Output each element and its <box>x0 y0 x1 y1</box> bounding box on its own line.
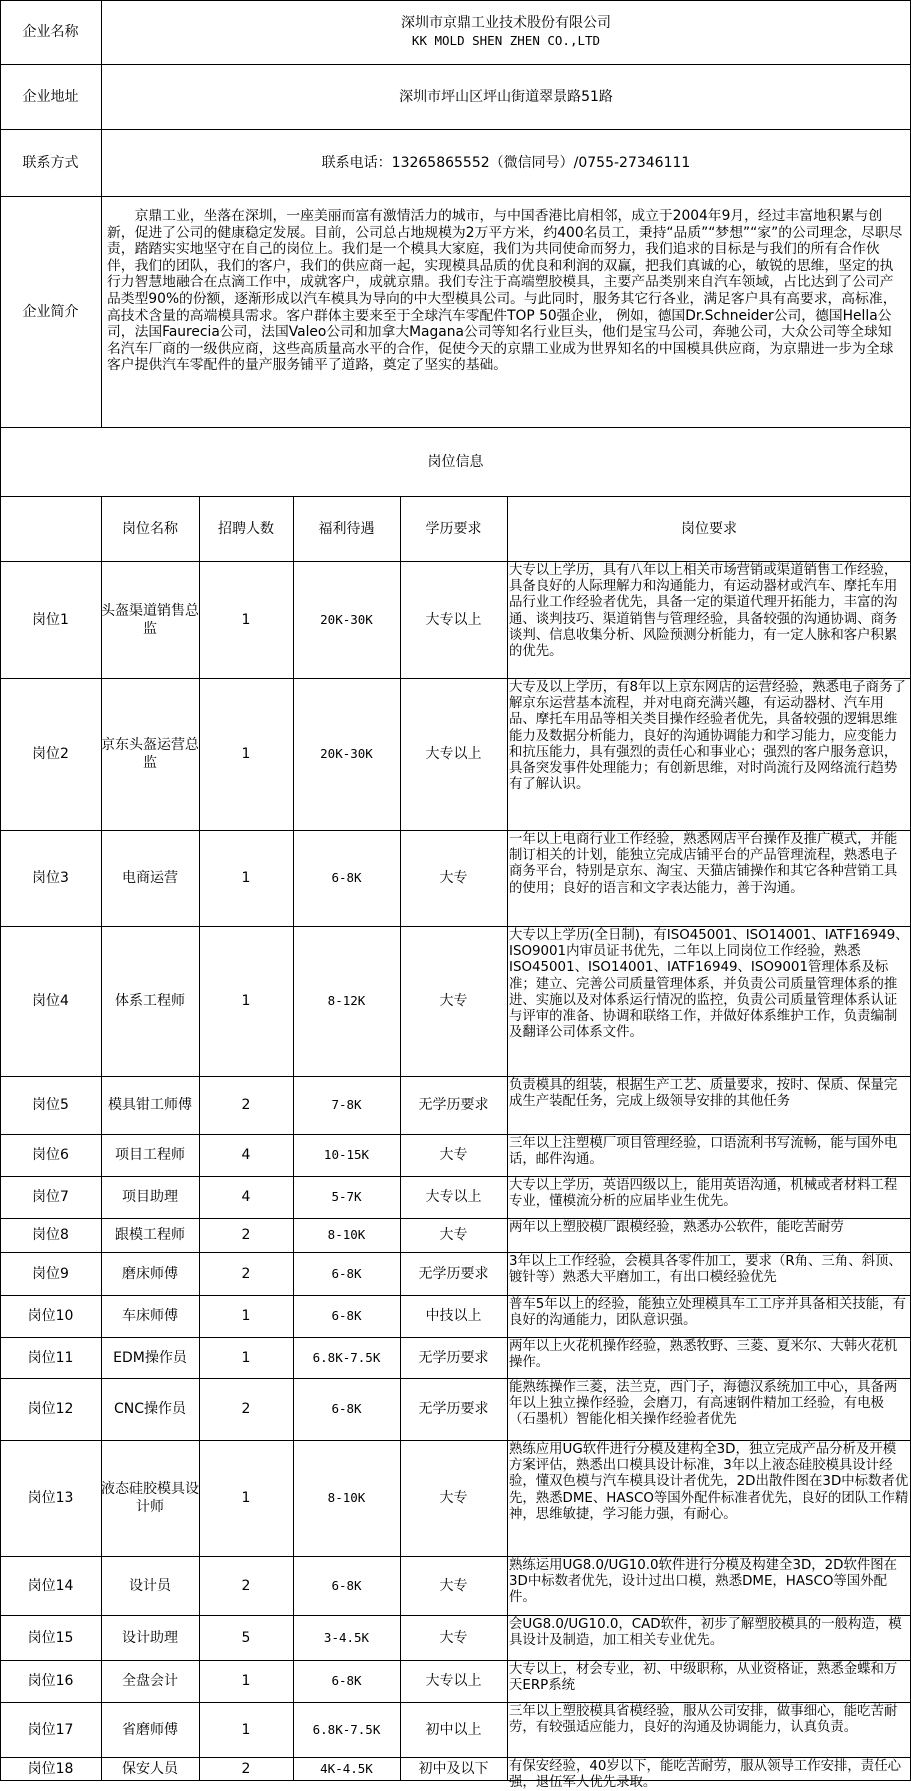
position-name: 项目助理 <box>122 1189 178 1205</box>
position-id: 岗位14 <box>27 1577 74 1594</box>
position-headcount: 5 <box>241 1629 251 1646</box>
position-education: 大专以上 <box>425 1189 482 1205</box>
position-headcount: 4 <box>241 1189 251 1205</box>
position-salary: 4K-4.5K <box>320 1761 373 1776</box>
company-name-cn: 深圳市京鼎工业技术股份有限公司 <box>401 15 611 31</box>
position-name: 车床师傅 <box>122 1308 178 1324</box>
position-name: 磨床师傅 <box>122 1265 178 1282</box>
position-education: 大专 <box>439 870 468 886</box>
position-headcount: 2 <box>241 1227 251 1243</box>
position-salary: 5-7K <box>331 1189 362 1204</box>
position-education: 大专以上 <box>425 746 482 762</box>
position-name: 模具钳工师傅 <box>108 1097 192 1113</box>
position-headcount: 1 <box>241 1349 251 1366</box>
header-requirements: 岗位要求 <box>681 520 737 537</box>
position-education: 大专 <box>439 1147 468 1163</box>
position-education: 无学历要求 <box>418 1097 489 1113</box>
position-id: 岗位3 <box>32 870 69 886</box>
position-id: 岗位2 <box>32 746 69 762</box>
position-requirements: 两年以上塑胶模厂跟模经验，熟悉办公软件，能吃苦耐劳 <box>509 1220 844 1235</box>
position-id: 岗位7 <box>32 1189 69 1205</box>
position-name: 体系工程师 <box>115 993 185 1009</box>
position-requirements: 有保安经验，40岁以下，能吃苦耐劳，服从领导工作安排，责任心强，退伍军人优先录取。 <box>509 1759 901 1791</box>
position-requirements: 两年以上火花机操作经验，熟悉牧野、三菱、夏米尔、大韩火花机操作。 <box>509 1339 898 1371</box>
position-salary: 10-15K <box>323 1147 370 1162</box>
position-id: 岗位12 <box>27 1401 74 1417</box>
position-education: 中技以上 <box>425 1308 482 1324</box>
position-salary: 6-8K <box>331 1577 362 1593</box>
position-salary: 6-8K <box>331 1401 362 1416</box>
position-education: 无学历要求 <box>418 1401 489 1417</box>
position-headcount: 2 <box>241 1401 251 1417</box>
position-headcount: 1 <box>241 1308 251 1324</box>
position-requirements: 大专以上学历(全日制)，有ISO45001、ISO14001、IATF16949、ISO9001内审员证书优先，二年以上同岗位工作经验，熟悉ISO45001、ISO14001、IATF16949、ISO9001管理体系及标准；建立、完善公司质量管理体系，并负责公司质量管理体系的推进、实施以及对体系运行情况的监控，负责公司质量管理体系认证与评审的准备、协调和联络工作，并做好体系维护工作，负责编制及翻译公司体系文件。 <box>509 928 909 1041</box>
position-headcount: 2 <box>241 1265 251 1282</box>
position-salary: 20K-30K <box>320 746 373 761</box>
company-contact-label: 联系方式 <box>22 154 79 171</box>
position-name: 设计员 <box>129 1577 171 1594</box>
position-id: 岗位5 <box>32 1097 69 1113</box>
position-requirements: 大专以上学历，具有八年以上相关市场营销或渠道销售工作经验，具备良好的人际理解力和沟通能力，有运动器材或汽车、摩托车用品行业工作经验者优先，具备一定的渠道代理开拓能力，丰富的沟通、谈判技巧、渠道销售与管理经验，具备较强的沟通协调、商务谈判、信息收集分析、风险预测分析能力，有一定人脉和客户积累的优先。 <box>509 563 898 660</box>
header-salary: 福利待遇 <box>318 520 375 537</box>
position-education: 大专以上 <box>425 611 482 628</box>
company-intro-label: 企业简介 <box>22 303 79 320</box>
position-salary: 8-10K <box>327 1490 366 1505</box>
position-salary: 6-8K <box>331 1673 362 1688</box>
position-headcount: 1 <box>241 1490 251 1506</box>
position-salary: 6.8K-7.5K <box>312 1349 381 1365</box>
position-id: 岗位17 <box>27 1721 74 1738</box>
position-salary: 8-10K <box>327 1227 366 1242</box>
position-id: 岗位15 <box>27 1629 74 1646</box>
position-salary: 6.8K-7.5K <box>312 1721 381 1737</box>
header-headcount: 招聘人数 <box>218 520 274 537</box>
position-id: 岗位18 <box>27 1761 74 1777</box>
position-id: 岗位4 <box>32 993 69 1009</box>
company-contact: 联系电话：13265865552（微信同号）/0755-27346111 <box>321 154 691 171</box>
position-requirements: 3年以上工作经验，会模具各零件加工，要求（R角、三角、斜顶、镀针等）熟悉大平磨加工，有出口模经验优先 <box>509 1254 902 1286</box>
position-requirements: 负责模具的组装，根据生产工艺、质量要求，按时、保质、保量完成生产装配任务，完成上级领导安排的其他任务 <box>509 1078 898 1110</box>
position-name: 保安人员 <box>122 1761 178 1777</box>
position-id: 岗位11 <box>27 1349 74 1366</box>
company-name-label: 企业名称 <box>22 24 79 40</box>
position-requirements: 大专及以上学历，有8年以上京东网店的运营经验，熟悉电子商务了解京东运营基本流程，并对电商充满兴趣，有运动器材、汽车用品、摩托车用品等相关类目操作经验者优先，具备较强的逻辑思维能力及数据分析能力，良好的沟通协调能力和学习能力，应变能力和抗压能力，具有强烈的责任心和事业心；强烈的客户服务意识，具备突发事件处理能力；有创新思维，对时尚流行及网络流行趋势有了解认识。 <box>509 680 906 793</box>
company-address: 深圳市坪山区坪山街道翠景路51路 <box>399 88 613 105</box>
position-name: 全盘会计 <box>122 1673 178 1689</box>
position-requirements: 普车5年以上的经验，能独立处理模具车工工序并具备相关技能，有良好的沟通能力，团队意识强。 <box>509 1297 906 1329</box>
position-headcount: 2 <box>241 1577 251 1594</box>
position-id: 岗位16 <box>27 1673 74 1689</box>
position-education: 大专 <box>439 1490 468 1506</box>
position-name: 京东头盔运营总监 <box>101 737 199 771</box>
position-headcount: 1 <box>241 1673 251 1689</box>
position-salary: 6-8K <box>331 1265 362 1281</box>
position-name: 项目工程师 <box>115 1147 185 1163</box>
position-name: 电商运营 <box>122 870 178 886</box>
position-salary: 8-12K <box>327 993 366 1008</box>
position-name: 头盔渠道销售总监 <box>101 602 199 637</box>
position-education: 初中以上 <box>425 1721 482 1738</box>
company-name-en: KK MOLD SHEN ZHEN CO.,LTD <box>411 33 601 48</box>
position-name: EDM操作员 <box>113 1349 187 1366</box>
position-requirements: 大专以上学历，英语四级以上，能用英语沟通，机械或者材料工程专业，懂模流分析的应届毕业生优先。 <box>509 1178 898 1210</box>
position-id: 岗位10 <box>27 1308 74 1324</box>
position-education: 无学历要求 <box>418 1349 489 1366</box>
position-education: 大专 <box>439 1227 468 1243</box>
position-headcount: 4 <box>241 1147 251 1163</box>
position-headcount: 1 <box>241 1721 251 1738</box>
position-id: 岗位9 <box>32 1265 69 1282</box>
position-id: 岗位8 <box>32 1227 69 1243</box>
position-id: 岗位1 <box>32 611 69 628</box>
company-address-label: 企业地址 <box>22 88 79 105</box>
position-requirements: 三年以上塑胶模具省模经验，服从公司安排，做事细心，能吃苦耐劳，有较强适应能力，良好的沟通及协调能力，认真负责。 <box>509 1704 898 1736</box>
position-requirements: 三年以上注塑模厂项目管理经验，口语流利书写流畅，能与国外电话，邮件沟通。 <box>509 1136 898 1168</box>
position-salary: 3-4.5K <box>323 1629 370 1645</box>
company-intro: 京鼎工业，坐落在深圳，一座美丽而富有激情活力的城市，与中国香港比肩相邻，成立于2004年9月，经过丰富地积累与创新，促进了公司的健康稳定发展。目前，公司总占地规模为2万平方米，约400名员工，秉持“品质”“梦想”“家”的公司理念，尽职尽责，踏踏实实地坚守在自己的岗位上。我们是一个模具大家庭，我们为共同使命而努力，我们追求的目标是与我们的所有合作伙伴，我们的团队，我们的客户，我们的供应商一起，实现模具品质的优良和利润的双赢，把我们真诚的心，敏锐的思维，坚定的执行力智慧地融合在点滴工作中，成就客户，成就京鼎。我们专注于高端塑胶模具，主要产品类别来自汽车领域，占比达到了公司产品类型90%的份额，逐渐形成以汽车模具为导向的中大型模具公司。与此同时，服务其它行各业，满足客户具有高要求，高标准，高技术含量的高端模具需求。客户群体主要来至于全球汽车零配件TOP 50强企业， 例如，德国Dr.Schneider公司，德国Hella公司，法国Faurecia公司，法国Valeo公司和加拿大Magana公司等知名行业巨头，他们是宝马公司，奔驰公司，大众公司等全球知名汽车厂商的一级供应商，这些高质量高水平的合作，促使今天的京鼎工业成为世界知名的中国模具供应商，为京鼎进一步为全球客户提供汽车零配件的量产服务铺平了道路，奠定了坚实的基础。 <box>107 208 903 374</box>
position-id: 岗位13 <box>27 1490 74 1506</box>
position-requirements: 熟练运用UG8.0/UG10.0软件进行分模及构建全3D，2D软件图在3D中标数者优先，设计过出口模，熟悉DME，HASCO等国外配件。 <box>509 1558 898 1606</box>
position-education: 大专以上 <box>425 1673 482 1689</box>
positions-section-title: 岗位信息 <box>427 453 484 470</box>
position-name: 省磨师傅 <box>122 1721 178 1738</box>
position-education: 大专 <box>439 1577 468 1594</box>
position-education: 大专 <box>439 1629 468 1646</box>
position-headcount: 1 <box>241 611 251 628</box>
position-name: 设计助理 <box>122 1629 178 1646</box>
position-headcount: 1 <box>241 993 251 1009</box>
position-education: 初中及以下 <box>418 1761 489 1777</box>
position-headcount: 1 <box>241 746 251 762</box>
position-requirements: 能熟练操作三菱，法兰克，西门子，海德汉系统加工中心，具备两年以上独立操作经验，会磨刀，有高速钢件精加工经验，有电极（石墨机）智能化相关操作经验者优先 <box>509 1380 898 1428</box>
position-headcount: 1 <box>241 870 251 886</box>
position-requirements: 一年以上电商行业工作经验，熟悉网店平台操作及推广模式，并能制订相关的计划，能独立完成店铺平台的产品管理流程，熟悉电子商务平台，特别是京东、淘宝、天猫店铺操作和其它各种营销工具的使用；良好的语言和文字表达能力，善于沟通。 <box>509 832 898 896</box>
header-education: 学历要求 <box>425 520 482 537</box>
position-name: CNC操作员 <box>113 1401 187 1417</box>
position-headcount: 2 <box>241 1097 251 1113</box>
position-salary: 7-8K <box>331 1097 362 1112</box>
position-requirements: 大专以上，材会专业，初、中级职称，从业资格证，熟悉金蝶和万天ERP系统 <box>509 1662 898 1694</box>
position-salary: 6-8K <box>331 1308 362 1323</box>
position-requirements: 熟练应用UG软件进行分模及建构全3D，独立完成产品分析及开模方案评估，熟悉出口模具设计标准，3年以上液态硅胶模具设计经验，懂双色模与汽车模具设计者优先，2D出散件图在3D中标数者优先，熟悉DME、HASCO等国外配件标准者优先，良好的团队工作精神，思维敏捷，学习能力强，有耐心。 <box>509 1442 909 1522</box>
position-salary: 6-8K <box>331 870 362 885</box>
position-education: 无学历要求 <box>418 1265 489 1282</box>
position-name: 跟模工程师 <box>115 1227 185 1243</box>
position-id: 岗位6 <box>32 1147 69 1163</box>
position-salary: 20K-30K <box>320 611 373 627</box>
position-name: 液态硅胶模具设计师 <box>101 1481 199 1515</box>
position-headcount: 2 <box>241 1761 251 1777</box>
company-name-cell <box>101 0 911 64</box>
position-requirements: 会UG8.0/UG10.0，CAD软件，初步了解塑胶模具的一般构造，模具设计及制造，加工相关专业优先。 <box>509 1617 902 1649</box>
header-position-name: 岗位名称 <box>122 520 178 537</box>
position-education: 大专 <box>439 993 468 1009</box>
